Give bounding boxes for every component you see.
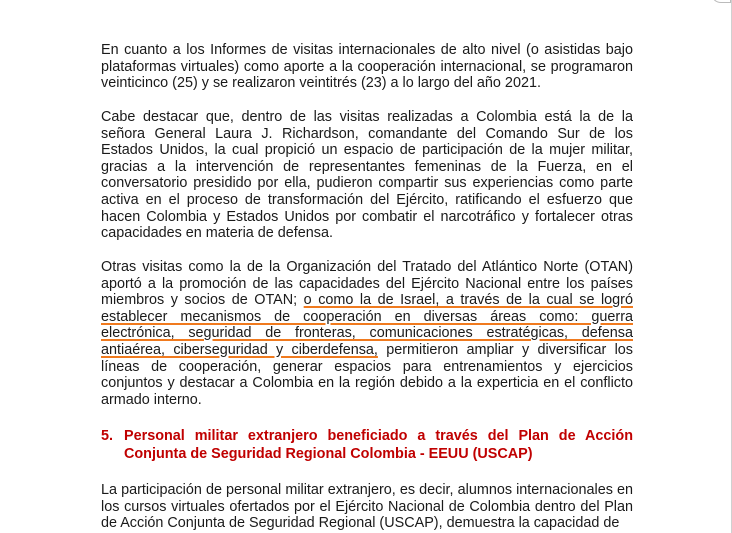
- highlighted-israel-cooperation: o como la de Israel, a través de la cual se logró establecer mecanismos de cooperación en diversas áreas como: guerra electrónica, seguridad de fronteras, comunicaciones estratégicas, defensa antiaérea, ciberseguridad y ciberdefensa,: [101, 292, 633, 358]
- paragraph-otan-continuation: permitieron ampliar y diversificar los líneas de cooperación, generar espacios para entrenamientos y ejercicios conjuntos y destacar a Colombia en la región debido a la experticia en el conflicto armado interno.: [101, 341, 633, 408]
- section-heading-5: [101, 428, 633, 463]
- paragraph-otan-israel: [101, 259, 633, 408]
- section-number: 5.: [101, 428, 114, 444]
- paragraph-uscap: La participación de personal militar extranjero, es decir, alumnos internacionales en los cursos virtuales ofertados por el Ejército Nacional de Colombia dentro del Plan de Acción Conjunta de Seguridad Regional (USCAP), demuestra la capacidad de: [101, 482, 633, 532]
- paragraph-visitas-internacionales: En cuanto a los Informes de visitas internacionales de alto nivel (o asistidas bajo plataformas virtuales) como aporte a la cooperación internacional, se programaron veinticinco (25) y se realizaron veintitrés (23) a lo largo del año 2021.: [101, 42, 633, 92]
- page-corner-icon: [711, 0, 731, 3]
- section-title: Personal militar extranjero beneficiado a través del Plan de Acción Conjunta de Seguridad Regional Colombia - EEUU (USCAP): [124, 428, 633, 462]
- paragraph-otan-text: Otras visitas como la de la Organización del Tratado del Atlántico Norte (OTAN) aportó a la promoción de las capacidades del Ejército Nacional entre los países miembros y socios de OTAN;: [101, 259, 633, 309]
- paragraph-richardson: Cabe destacar que, dentro de las visitas realizadas a Colombia está la de la señora General Laura J. Richardson, comandante del Comando Sur de los Estados Unidos, la cual propició un espacio de participación de la mujer militar, gracias a la intervención de representantes femeninas de la Fuerza, en el conversatorio presidido por ella, pudieron compartir sus experiencias como parte activa en el proceso de transformación del Ejército, ratificando el esfuerzo que hacen Colombia y Estados Unidos por combatir el narcotráfico y fortalecer otras capacidades en materia de defensa.: [101, 109, 633, 242]
